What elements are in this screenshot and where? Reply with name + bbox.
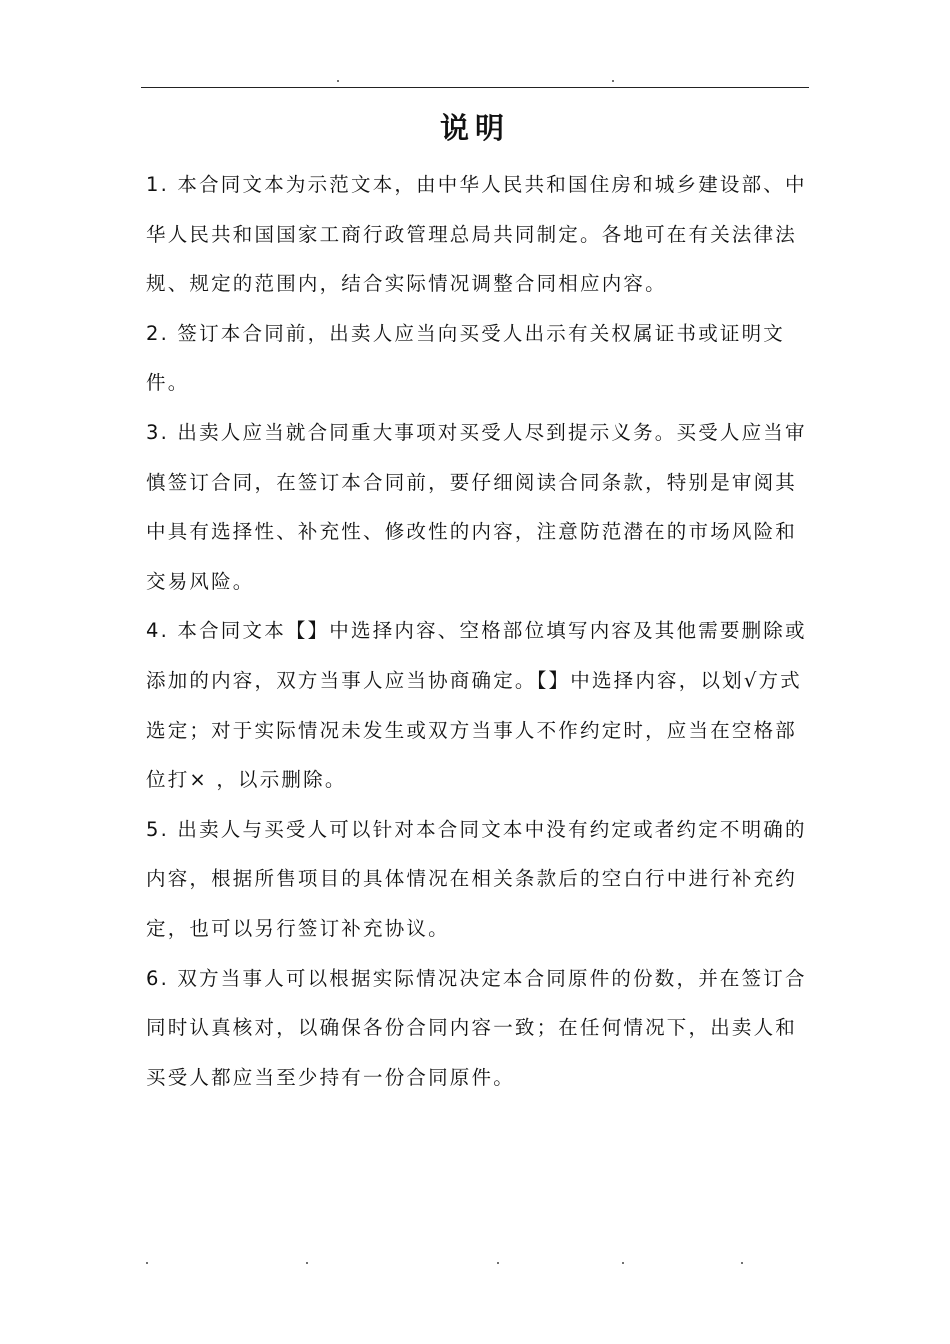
- header-rule: [141, 87, 809, 88]
- header-dot: [337, 80, 339, 82]
- footer-dot: [622, 1262, 624, 1264]
- document-body: [146, 160, 811, 1102]
- footer-dot: [497, 1262, 499, 1264]
- paragraph-3: 3. 出卖人应当就合同重大事项对买受人尽到提示义务。买受人应当审慎签订合同，在签订本合同前，要仔细阅读合同条款，特别是审阅其中具有选择性、补充性、修改性的内容，注意防范潜在的市场风险和交易风险。: [146, 420, 807, 593]
- paragraph-2: 2. 签订本合同前，出卖人应当向买受人出示有关权属证书或证明文件。: [146, 321, 786, 395]
- page-title: 说明: [439, 111, 510, 145]
- paragraph-6: 6. 双方当事人可以根据实际情况决定本合同原件的份数，并在签订合同时认真核对，以确保各份合同内容一致；在任何情况下，出卖人和买受人都应当至少持有一份合同原件。: [146, 966, 807, 1089]
- paragraph-1: 1. 本合同文本为示范文本，由中华人民共和国住房和城乡建设部、中华人民共和国国家工商行政管理总局共同制定。各地可在有关法律法规、规定的范围内，结合实际情况调整合同相应内容。: [146, 173, 807, 296]
- footer-dot: [741, 1262, 743, 1264]
- footer-dot: [146, 1262, 148, 1264]
- paragraph-4: 4. 本合同文本【】中选择内容、空格部位填写内容及其他需要删除或添加的内容，双方当事人应当协商确定。【】中选择内容，以划√方式选定；对于实际情况未发生或双方当事人不作约定时，应当在空格部位打× ，以示删除。: [146, 619, 807, 792]
- footer-dot: [306, 1262, 308, 1264]
- header-dot: [612, 80, 614, 82]
- paragraph-5: 5. 出卖人与买受人可以针对本合同文本中没有约定或者约定不明确的内容，根据所售项目的具体情况在相关条款后的空白行中进行补充约定，也可以另行签订补充协议。: [146, 817, 807, 940]
